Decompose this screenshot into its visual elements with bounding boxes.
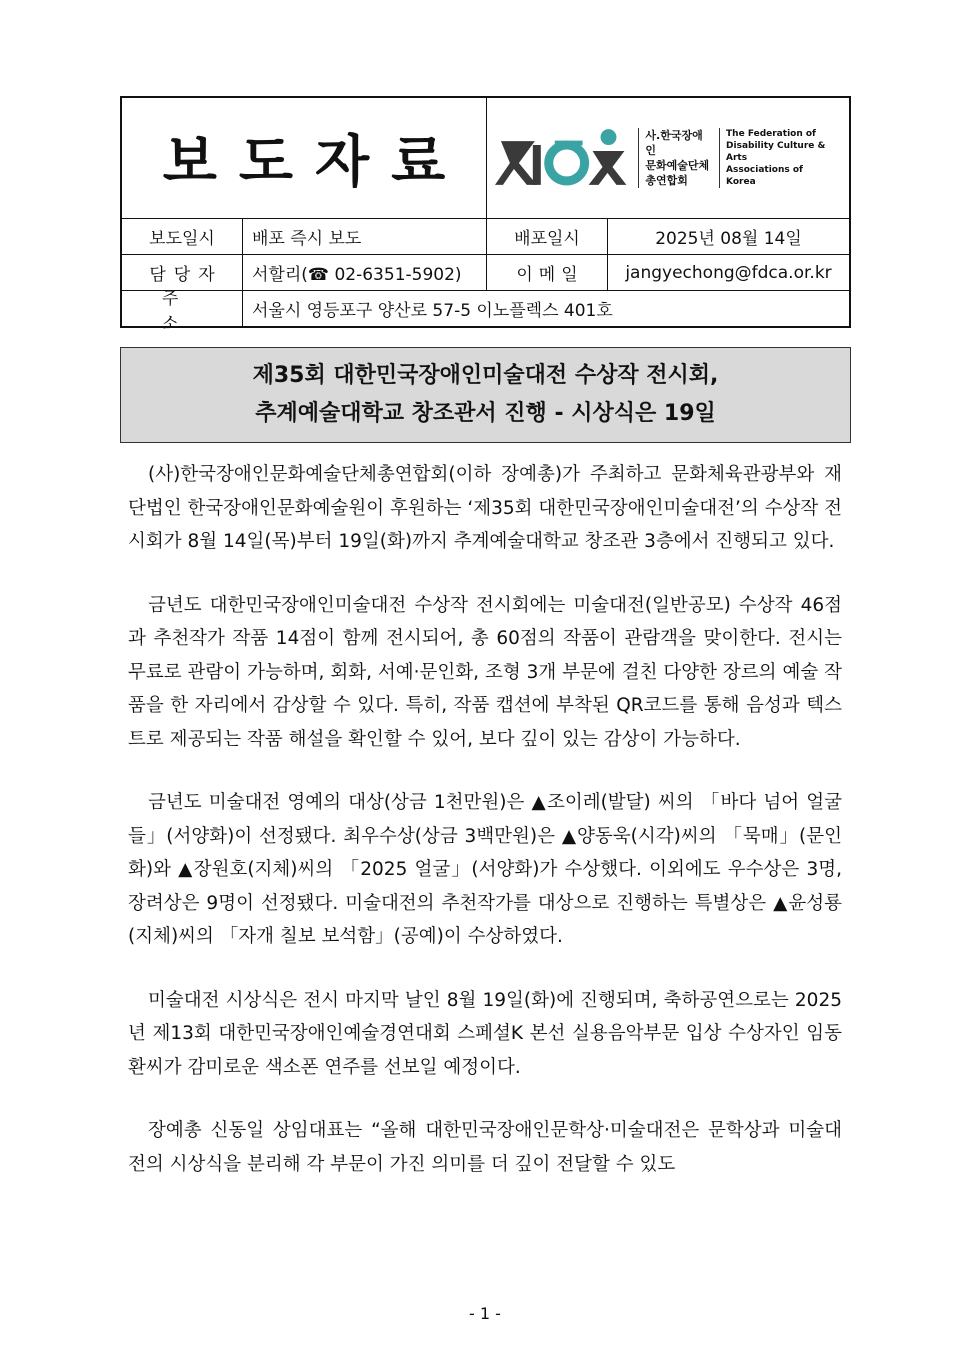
address-label: 주소 [122, 291, 243, 326]
paragraph: (사)한국장애인문화예술단체총연합회(이하 장예총)가 주최하고 문화체육관광부와 재단법인 한국장애인문화예술원이 후원하는 ‘제35회 대한민국장애인미술대전’의 수상작 전시회가 8월 14일(목)부터 19일(화)까지 추계예술대학교 창조관 3층에서 진행되고 있다. [128, 464, 842, 552]
release-row [122, 219, 849, 255]
article-body [128, 458, 842, 1211]
header-top [122, 98, 849, 219]
release-label: 보도일시 [122, 219, 243, 254]
contact-value: 서할리(☎ 02-6351-5902) [243, 255, 487, 290]
logo-korean-name [638, 128, 720, 188]
address-row [122, 288, 849, 334]
paragraph: 금년도 대한민국장애인미술대전 수상작 전시회에는 미술대전(일반공모) 수상작 46점과 추천작가 작품 14점이 함께 전시되어, 총 60점의 작품이 관람객을 맞이한다. 전시는 무료로 관람이 가능하며, 회화, 서예·문인화, 조형 3개 부문에 걸친 다양한 장르의 예술 작품을 한 자리에서 감상할 수 있다. 특히, 작품 캡션에 부착된 QR코드를 통해 음성과 텍스트로 제공되는 작품 해설을 확인할 수 있어, 보다 깊이 있는 감상이 가능하다. [128, 594, 842, 750]
logo-ko-line: 문화예술단체 [645, 159, 710, 172]
headline-box [120, 347, 851, 443]
paragraph: 금년도 미술대전 영예의 대상(상금 1천만원)은 ▲조이레(발달) 씨의 「바다 넘어 얼굴들」(서양화)이 선정됐다. 최우수상(상금 3백만원)은 ▲양동욱(시각)씨의 「묵매」(문인화)와 ▲장원호(지체)씨의 「2025 얼굴」(서양화)가 수상했다. 이외에도 우수상은 3명, 장려상은 9명이 선정됐다. 미술대전의 추천작가를 대상으로 진행하는 특별상은 ▲윤성룡(지체)씨의 「자개 칠보 보석함」(공예)이 수상하였다. [128, 792, 842, 947]
logo-en-line: Associations of [726, 165, 803, 175]
document-title: 보도자료 [122, 98, 487, 218]
header-table [120, 96, 851, 334]
release-value: 배포 즉시 보도 [243, 219, 487, 254]
logo-en-line: The Federation of [726, 129, 816, 139]
address-value: 서울시 영등포구 양산로 57-5 이노플렉스 401호 [252, 301, 613, 321]
contact-label: 담당자 [122, 255, 243, 290]
logo-ko-line: 총연합회 [645, 174, 688, 187]
page-number: - 1 - [469, 1304, 501, 1323]
paragraph: 장예총 신동일 상임대표는 “올해 대한민국장애인문학상·미술대전은 문학상과 미술대전의 시상식을 분리해 각 부문이 가진 의미를 더 깊이 전달할 수 있도 [128, 1120, 842, 1175]
email-value[interactable]: jangyechong@fdca.or.kr [625, 262, 832, 283]
logo-english-name [720, 128, 849, 188]
logo-en-line: Disability Culture & Arts [726, 141, 826, 163]
logo-ko-line: 사.한국장애인 [645, 129, 703, 157]
headline-line: 추계예술대학교 창조관서 진행 - 시상식은 19일 [255, 401, 716, 426]
distribution-date: 2025년 08월 14일 [655, 229, 802, 249]
email-label: 이메일 [487, 255, 608, 290]
logo-mark-icon [493, 123, 632, 193]
paragraph: 미술대전 시상식은 전시 마지막 날인 8월 19일(화)에 진행되며, 축하공연으로는 2025년 제13회 대한민국장애인예술경연대회 스페셜K 본선 실용음악부문 입상 수상자인 임동환씨가 감미로운 색소폰 연주를 선보일 예정이다. [128, 989, 842, 1078]
headline-line: 제35회 대한민국장애인미술대전 수상작 전시회, [252, 363, 719, 388]
logo-en-line: Korea [726, 177, 756, 187]
organization-logo [487, 98, 849, 218]
distribution-label: 배포일시 [487, 219, 608, 254]
